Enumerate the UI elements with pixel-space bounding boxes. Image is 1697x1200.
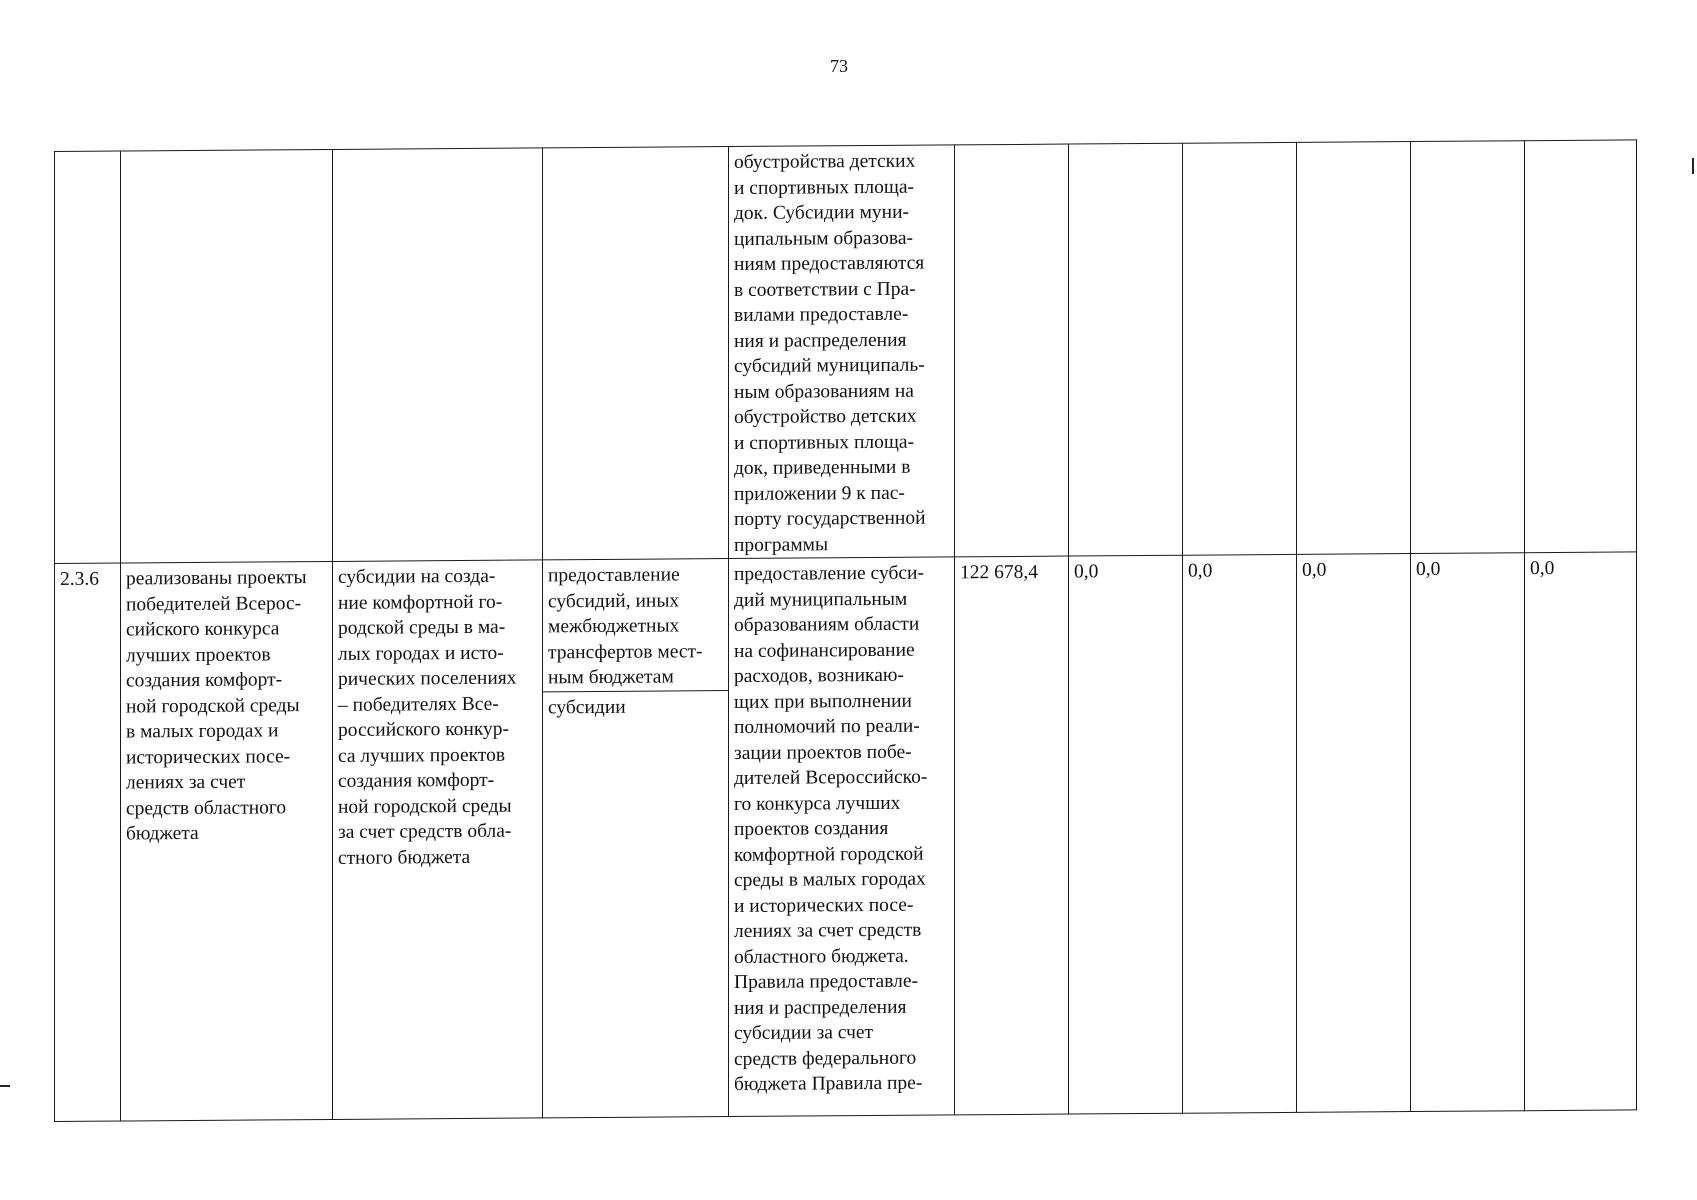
cell-measure: субсидии на созда- ние комфортной го- родской среды в ма- лых городах и исто- рических поселениях – победителях Все- российского конкур- са лучших проектов создания комфорт- ной городской среды за счет средств обла- стного бюджета — [333, 560, 543, 1120]
cell-result-empty — [121, 149, 333, 563]
cell-type-empty — [543, 147, 729, 560]
cell-measure-empty — [333, 148, 543, 562]
table-row-continuation — [55, 140, 1637, 564]
measures-table — [54, 139, 1637, 1122]
cell-type-primary: предоставление субсидий, иных межбюджетных трансфертов мест- ным бюджетам — [543, 559, 729, 692]
cell-value-4: 0,0 — [1297, 554, 1411, 1113]
cell-value-empty — [1525, 140, 1637, 553]
cell-value-empty — [1183, 142, 1297, 555]
cell-value-6: 0,0 — [1525, 552, 1637, 1111]
cell-number-empty — [55, 151, 121, 563]
scan-margin-mark — [0, 1085, 10, 1087]
cell-value-empty — [1069, 143, 1183, 556]
cell-value-empty — [1297, 142, 1411, 555]
cell-value-1: 122 678,4 — [955, 556, 1069, 1115]
scan-margin-mark-right — [1692, 158, 1694, 174]
cell-value-empty — [1411, 141, 1525, 554]
cell-value-3: 0,0 — [1183, 554, 1297, 1113]
table-row-2-3-6 — [55, 552, 1637, 696]
program-table — [54, 139, 1636, 1114]
cell-value-5: 0,0 — [1411, 553, 1525, 1112]
page-number: 73 — [830, 56, 848, 76]
cell-description: предоставление субси- дий муниципальным образованиям области на софинансирование расходов, возникаю- щих при выполнении полномочий по реали- зации проектов побе- дителей Всероссийско- го конкурса лучших проектов создания комфортной городской среды в малых городах и исторических посе- лениях за счет средств областного бюджета. Правила предоставле- ния и распределения субсидии за счет средств федерального бюджета Правила пре- — [729, 557, 955, 1117]
cell-value-2: 0,0 — [1069, 555, 1183, 1114]
cell-type-secondary: субсидии — [543, 691, 729, 1118]
cell-result: реализованы проекты победителей Всерос- сийского конкурса лучших проектов создания комфорт- ной городской среды в малых городах и исторических посе- лениях за счет средств областного бюджета — [121, 561, 333, 1121]
cell-description-continued: обустройства детских и спортивных площа- док. Субсидии муни- ципальным образова- ниям предоставляются в соответствии с Пра- вилами предоставле- ния и распределения субсидий муниципаль- ным образованиям на обустройство детских и спортивных площа- док, приведенными в приложении 9 к пас- порту государственной программы — [729, 145, 955, 559]
cell-row-number: 2.3.6 — [55, 563, 121, 1121]
cell-value-empty — [955, 144, 1069, 557]
